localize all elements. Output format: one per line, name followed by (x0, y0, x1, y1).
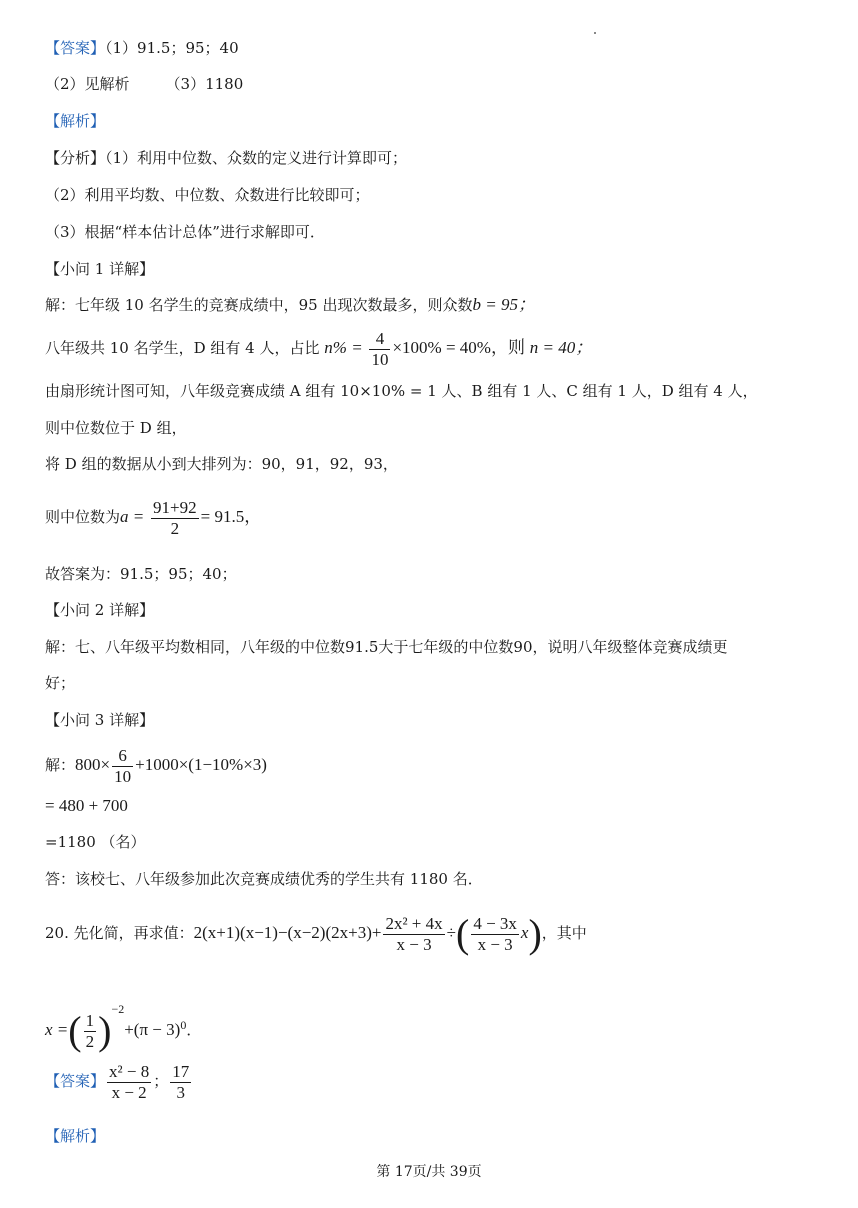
sub1-heading: 【小问 1 详解】 (45, 260, 155, 278)
sub1-l2-rhs: ×100% = 40%，则 (392, 338, 525, 357)
q20-div: ÷ (446, 923, 456, 942)
fraction-numerator: 6 (112, 746, 133, 767)
sub1-l1-text: 解：七年级 10 名学生的竞赛成绩中，95 出现次数最多，则众数 (45, 296, 473, 314)
q20-expr-a: 2(x+1)(x−1)−(x−2)(2x+3)+ (193, 923, 382, 942)
answer-label: 【答案】 (45, 39, 106, 57)
fraction-denominator: x − 3 (477, 934, 513, 954)
fraction-denominator: 2 (170, 518, 180, 538)
scan-dot (594, 32, 596, 34)
q20-stem-tail: ，其中 (541, 924, 587, 942)
q20-x-lhs: x = (45, 1020, 69, 1039)
fenxi-3: （3）根据“样本估计总体”进行求解即可． (45, 223, 325, 241)
q20-expr-x: x (520, 923, 529, 942)
answer-2: （2）见解析 (45, 75, 130, 93)
fraction-denominator: x − 2 (111, 1082, 147, 1102)
sub1-line-5: 将 D 组的数据从小到大排列为：90，91，92，93， (45, 455, 398, 473)
answer-3: （3）1180 (165, 75, 244, 93)
q20-stem (45, 910, 587, 957)
fraction-numerator: 2x² + 4x (385, 913, 443, 933)
sub3-l1-a: 800× (75, 755, 111, 774)
sub1-l2-lhs: n% = (324, 338, 363, 357)
sub2-line-1: 解：七、八年级平均数相同，八年级的中位数91.5大于七年级的中位数90，说明八年级整体竞赛成绩更 (45, 638, 728, 656)
sub1-conclusion: 故答案为：91.5；95；40； (45, 565, 237, 583)
sub3-l1-text: 解： (45, 756, 76, 774)
answer-line (45, 38, 239, 58)
right-paren: ) (528, 911, 542, 956)
fraction-denominator: 10 (371, 349, 389, 369)
sub1-l6-text: 则中位数为 (45, 508, 121, 526)
q20-answer-label: 【答案】 (45, 1072, 106, 1090)
fraction-denominator: 2 (85, 1031, 95, 1051)
left-paren: ( (68, 1008, 82, 1053)
q20-answer (45, 1059, 193, 1103)
fraction-denominator: x − 3 (396, 934, 432, 954)
q20-x-value (45, 986, 201, 1054)
fraction-6-10 (112, 746, 133, 787)
exponent-zero: 0 (180, 1018, 187, 1032)
exponent-neg2: −2 (111, 1002, 125, 1016)
sub2-line-2: 好； (45, 674, 76, 692)
q20-fraction-2 (471, 914, 519, 955)
q20-x-end: ． (186, 1021, 202, 1039)
fraction-numerator: 1 (85, 1010, 95, 1030)
q20-answer-fraction-2 (170, 1062, 191, 1103)
sub1-l1-math: b = 95； (472, 295, 535, 314)
answer-1: （1）91.5；95；40 (105, 39, 239, 57)
sub1-line-1 (45, 295, 535, 315)
fraction-numerator: 4 (369, 329, 390, 350)
fraction-numerator: x² − 8 (109, 1061, 150, 1081)
page-footer: 第 17页/共 39页 (376, 1164, 482, 1180)
sub1-line-3: 由扇形统计图可知，八年级竞赛成绩 A 组有 10×10% = 1 人、B 组有 1 人、C 组有 1 人，D 组有 4 人， (45, 382, 758, 400)
fraction-denominator: 10 (114, 766, 132, 786)
sub1-line-4: 则中位数位于 D 组， (45, 419, 187, 437)
answer-line-2 (45, 74, 243, 94)
q20-analysis-label: 【解析】 (45, 1127, 106, 1145)
sub1-l2-text: 八年级共 10 名学生，D 组有 4 人，占比 (45, 339, 320, 357)
sub1-l6-lhs: a = (120, 507, 145, 526)
sub3-line-2: = 480 + 700 (45, 796, 128, 815)
sub1-l6-rhs: = 91.5， (200, 507, 262, 526)
q20-answer-fraction (107, 1062, 151, 1103)
q20-x-rest: +(π − 3) (124, 1020, 181, 1039)
fraction-numerator: 91+92 (153, 497, 197, 517)
fraction-numerator: 4 − 3x (473, 913, 517, 933)
fraction-half (84, 1011, 97, 1052)
fenxi-2: （2）利用平均数、中位数、众数进行比较即可； (45, 186, 370, 204)
q20-fraction-1 (383, 914, 444, 955)
sub1-line-2 (45, 326, 592, 370)
fraction-4-10 (369, 329, 390, 370)
fraction-denominator: 3 (176, 1082, 185, 1102)
sub1-l2-tail: n = 40； (529, 338, 593, 357)
right-paren: ) (98, 1008, 112, 1053)
fenxi-1: 【分析】（1）利用中位数、众数的定义进行计算即可； (45, 149, 408, 167)
sub3-l1-b: +1000×(1−10%×3) (135, 755, 267, 774)
sub3-heading: 【小问 3 详解】 (45, 711, 155, 729)
fraction-median (151, 498, 199, 539)
sub1-line-6 (45, 495, 261, 539)
q20-answer-sep: ； (153, 1072, 169, 1090)
sub3-line-1 (45, 743, 267, 787)
sub2-heading: 【小问 2 详解】 (45, 601, 155, 619)
sub3-answer: 答：该校七、八年级参加此次竞赛成绩优秀的学生共有 1180 名． (45, 870, 483, 888)
sub3-line-3: =1180 （名） (45, 833, 146, 851)
left-paren: ( (455, 911, 470, 956)
q20-stem-text: 20. 先化简，再求值： (45, 924, 194, 942)
analysis-label: 【解析】 (45, 112, 106, 130)
fraction-numerator: 17 (172, 1061, 190, 1081)
